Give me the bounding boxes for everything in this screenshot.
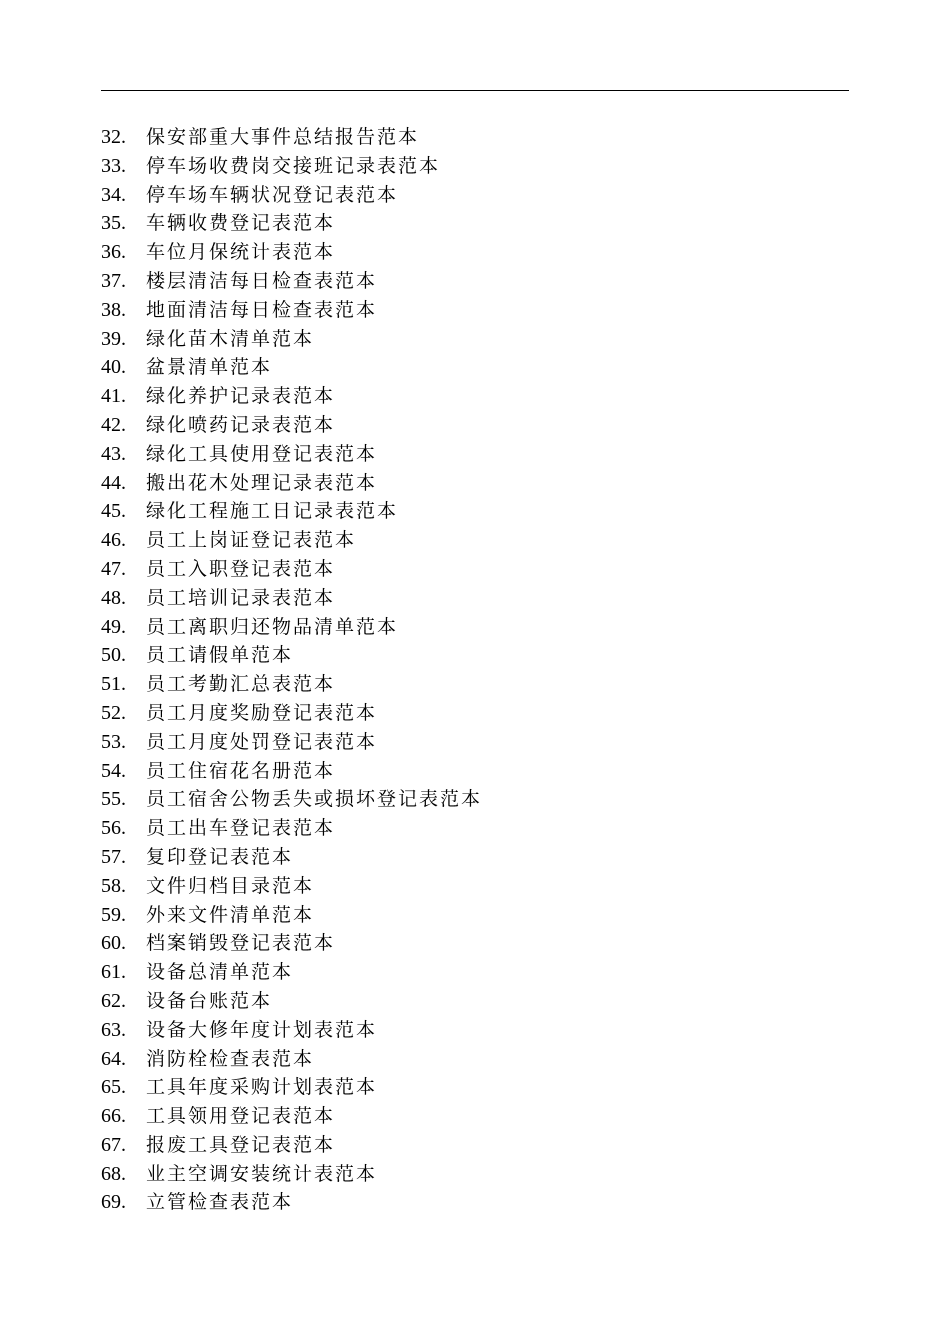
list-item-title: 绿化苗木清单范本 [146,327,315,350]
list-item [101,497,482,526]
list-item [101,555,482,584]
list-item-title: 停车场收费岗交接班记录表范本 [146,154,441,177]
list-item-title: 停车场车辆状况登记表范本 [146,183,399,206]
list-item-number: 64. [101,1047,126,1070]
list-item-title: 员工住宿花名册范本 [146,759,336,782]
list-item-title: 楼层清洁每日检查表范本 [146,269,378,292]
header-rule [101,90,849,91]
list-item-number: 34. [101,183,126,206]
list-item-number: 60. [101,932,126,955]
list-item-number: 63. [101,1018,126,1041]
list-item [101,267,482,296]
list-item [101,1045,482,1074]
list-item-number: 58. [101,874,126,897]
list-item [101,728,482,757]
list-item-number: 50. [101,644,126,667]
list-item-title: 地面清洁每日检查表范本 [146,298,378,321]
list-item-title: 设备总清单范本 [146,961,294,984]
list-item-number: 38. [101,298,126,321]
list-item [101,325,482,354]
list-item-number: 69. [101,1191,126,1214]
list-item-number: 41. [101,385,126,408]
list-item [101,181,482,210]
list-item-title: 员工培训记录表范本 [146,586,336,609]
list-item-title: 绿化养护记录表范本 [146,385,336,408]
list-item-title: 工具领用登记表范本 [146,1105,336,1128]
list-item [101,814,482,843]
list-item-number: 33. [101,154,126,177]
list-item [101,901,482,930]
list-item-number: 59. [101,903,126,926]
list-item-number: 49. [101,615,126,638]
list-item-number: 43. [101,442,126,465]
list-item [101,1160,482,1189]
list-item-title: 员工出车登记表范本 [146,817,336,840]
list-item-number: 54. [101,759,126,782]
list-item-title: 立管检查表范本 [146,1191,294,1214]
list-item-title: 员工宿舍公物丢失或损坏登记表范本 [146,788,483,811]
list-item [101,382,482,411]
list-item-title: 报废工具登记表范本 [146,1133,336,1156]
list-item-number: 68. [101,1162,126,1185]
list-item-number: 37. [101,269,126,292]
list-item-title: 外来文件清单范本 [146,903,315,926]
list-item [101,123,482,152]
list-item [101,929,482,958]
list-item-number: 51. [101,673,126,696]
list-item-title: 车辆收费登记表范本 [146,212,336,235]
list-item [101,641,482,670]
list-item-title: 员工考勤汇总表范本 [146,673,336,696]
list-item-number: 47. [101,557,126,580]
list-item-number: 35. [101,212,126,235]
list-item [101,152,482,181]
list-item-title: 员工上岗证登记表范本 [146,529,357,552]
list-item-number: 45. [101,500,126,523]
list-item-title: 设备台账范本 [146,989,273,1012]
list-item-number: 65. [101,1076,126,1099]
list-item [101,440,482,469]
list-item-title: 员工入职登记表范本 [146,557,336,580]
list-item [101,699,482,728]
list-item [101,1073,482,1102]
list-item-number: 39. [101,327,126,350]
list-item-number: 44. [101,471,126,494]
list-item-title: 员工月度处罚登记表范本 [146,730,378,753]
list-item-number: 53. [101,730,126,753]
list-item [101,353,482,382]
list-item-number: 42. [101,413,126,436]
list-item-number: 67. [101,1133,126,1156]
list-item [101,872,482,901]
list-item [101,1016,482,1045]
list-item [101,843,482,872]
list-item [101,1131,482,1160]
list-item-number: 40. [101,356,126,379]
list-item-title: 员工离职归还物品清单范本 [146,615,399,638]
list-item-title: 员工请假单范本 [146,644,294,667]
list-item-number: 56. [101,817,126,840]
list-item-title: 车位月保统计表范本 [146,241,336,264]
list-item-title: 业主空调安装统计表范本 [146,1162,378,1185]
toc-list [101,123,482,1217]
list-item-number: 62. [101,989,126,1012]
list-item [101,526,482,555]
list-item-title: 保安部重大事件总结报告范本 [146,126,420,148]
list-item-number: 32. [101,126,126,148]
list-item-number: 57. [101,845,126,868]
list-item [101,785,482,814]
list-item-number: 48. [101,586,126,609]
list-item [101,1102,482,1131]
list-item-title: 设备大修年度计划表范本 [146,1018,378,1041]
list-item [101,469,482,498]
list-item [101,296,482,325]
list-item [101,584,482,613]
list-item-title: 文件归档目录范本 [146,874,315,897]
list-item-title: 消防栓检查表范本 [146,1047,315,1070]
list-item-title: 员工月度奖励登记表范本 [146,701,378,724]
list-item [101,987,482,1016]
list-item-number: 66. [101,1105,126,1128]
list-item-number: 36. [101,241,126,264]
list-item-number: 46. [101,529,126,552]
list-item [101,411,482,440]
list-item-title: 工具年度采购计划表范本 [146,1076,378,1099]
list-item-title: 绿化工程施工日记录表范本 [146,500,399,523]
list-item-number: 55. [101,788,126,811]
list-item-title: 搬出花木处理记录表范本 [146,471,378,494]
list-item-number: 61. [101,961,126,984]
list-item [101,209,482,238]
list-item [101,1188,482,1217]
list-item-title: 复印登记表范本 [146,845,294,868]
list-item [101,958,482,987]
list-item [101,670,482,699]
list-item-title: 档案销毁登记表范本 [146,932,336,955]
list-item [101,238,482,267]
list-item-title: 绿化工具使用登记表范本 [146,442,378,465]
list-item-title: 盆景清单范本 [146,356,273,379]
list-item [101,757,482,786]
list-item [101,613,482,642]
list-item-title: 绿化喷药记录表范本 [146,413,336,436]
list-item-number: 52. [101,701,126,724]
